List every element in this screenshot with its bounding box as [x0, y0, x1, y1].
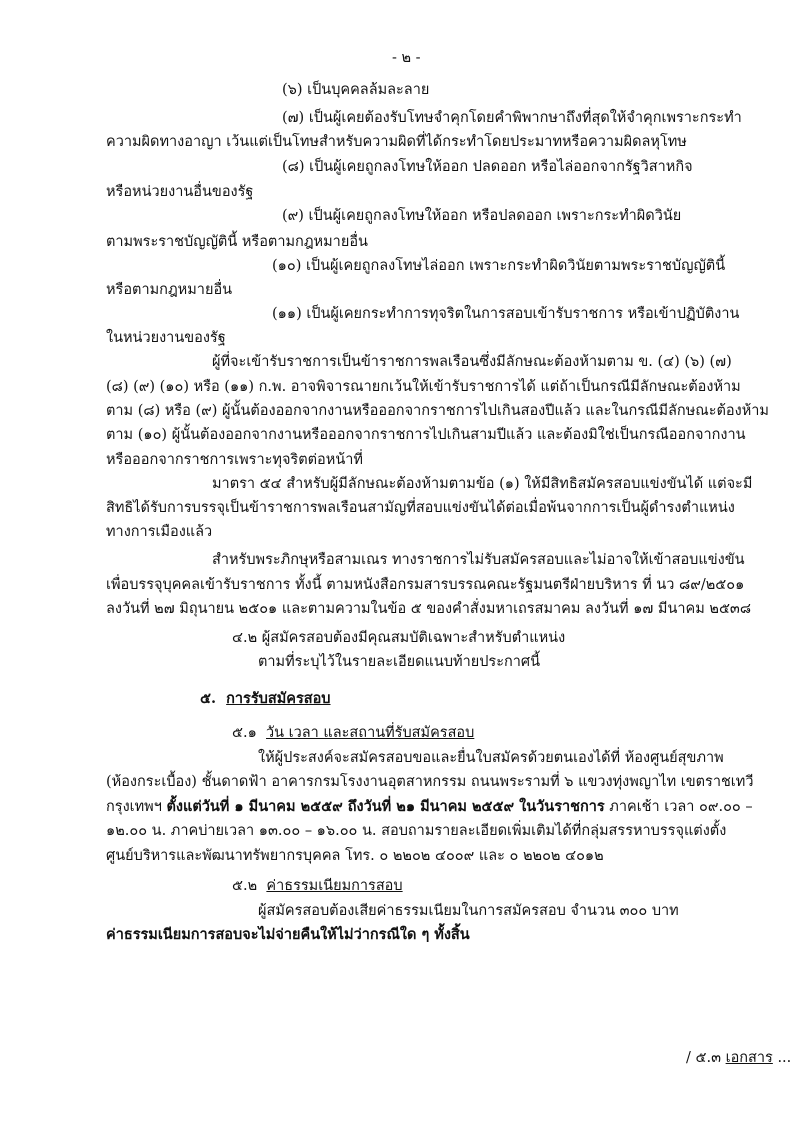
item-9: (๙) เป็นผู้เคยถูกลงโทษให้ออก หรือปลดออก เพราะกระทำผิดวินัย [282, 208, 682, 224]
para1-line1: ผู้ที่จะเข้ารับราชการเป็นข้าราชการพลเรือนซึ่งมีลักษณะต้องห้ามตาม ข. (๔) (๖) (๗) [212, 354, 732, 370]
para1-line2: (๘) (๙) (๑๐) หรือ (๑๑) ก.พ. อาจพิจารณายกเว้นให้เข้ารับราชการได้ แต่ถ้าเป็นกรณีมีลักษณะต้องห้าม [106, 379, 741, 395]
section-5-heading [200, 689, 331, 709]
section-5-2-line2: ค่าธรรมเนียมการสอบจะไม่จ่ายคืนให้ไม่ว่ากรณีใด ๆ ทั้งสิ้น [106, 926, 470, 943]
section-5-1-number: ๕.๑ [232, 725, 257, 741]
footer-prefix: / ๕.๓ [686, 1050, 726, 1066]
footer-suffix: ... [772, 1050, 792, 1066]
section-5-number: ๕. [200, 690, 217, 707]
page-number: - ๒ - [392, 50, 421, 66]
para3-line3: ลงวันที่ ๒๗ มิถุนายน ๒๕๐๑ และตามความในข้อ ๕ ของคำสั่งมหาเถรสมาคม ลงวันที่ ๑๗ มีนาคม ๒๕๓๘ [106, 601, 752, 617]
item-11: (๑๑) เป็นผู้เคยกระทำการทุจริตในการสอบเข้ารับราชการ หรือเข้าปฏิบัติงาน [272, 306, 740, 322]
section-5-1-line5: ศูนย์บริหารและพัฒนาทรัพยากรบุคคล โทร. ๐ ๒๒๐๒ ๔๐๐๙ และ ๐ ๒๒๐๒ ๔๐๑๒ [106, 848, 604, 864]
item-8: (๘) เป็นผู้เคยถูกลงโทษให้ออก ปลดออก หรือไล่ออกจากรัฐวิสาหกิจ [282, 159, 693, 175]
para2-line1: มาตรา ๕๔ สำหรับผู้มีลักษณะต้องห้ามตามข้อ (๑) ให้มีสิทธิสมัครสอบแข่งขันได้ แต่จะมี [212, 476, 753, 492]
para1-line3: ตาม (๘) หรือ (๙) ผู้นั้นต้องออกจากงานหรือออกจากราชการไปเกินสองปีแล้ว และในกรณีมีลักษณะต้องห้าม [106, 403, 769, 419]
para3-line1: สำหรับพระภิกษุหรือสามเณร ทางราชการไม่รับสมัครสอบและไม่อาจให้เข้าสอบแข่งขัน [212, 552, 745, 568]
section-4-2-line1: ๔.๒ ผู้สมัครสอบต้องมีคุณสมบัติเฉพาะสำหรับตำแหน่ง [232, 630, 566, 646]
para1-line5: หรือออกจากราชการเพราะทุจริตต่อหน้าที่ [106, 452, 363, 468]
footer-next-section: เอกสาร [725, 1050, 773, 1066]
section-5-2-line1: ผู้สมัครสอบต้องเสียค่าธรรมเนียมในการสมัครสอบ จำนวน ๓๐๐ บาท [258, 903, 679, 919]
line3-prefix: กรุงเทพฯ [106, 799, 167, 815]
item-6: (๖) เป็นบุคคลล้มละลาย [282, 82, 430, 98]
item-7: (๗) เป็นผู้เคยต้องรับโทษจำคุกโดยคำพิพากษาถึงที่สุดให้จำคุกเพราะกระทำ [282, 110, 742, 126]
item-11-cont: ในหน่วยงานของรัฐ [106, 330, 226, 346]
continuation-footer [686, 1046, 791, 1069]
section-5-1-line1: ให้ผู้ประสงค์จะสมัครสอบขอและยื่นใบสมัครด้วยตนเองได้ที่ ห้องศูนย์สุขภาพ [258, 750, 724, 766]
section-5-1-line2: (ห้องกระเบื้อง) ชั้นดาดฟ้า อาคารกรมโรงงานอุตสาหกรรม ถนนพระรามที่ ๖ แขวงทุ่งพญาไท เขตราชเทวี [106, 774, 754, 790]
line3-suffix: ภาคเช้า เวลา ๐๙.๐๐ – [604, 799, 753, 815]
section-5-2-number: ๕.๒ [232, 878, 258, 894]
item-9-cont: ตามพระราชบัญญัตินี้ หรือตามกฎหมายอื่น [106, 234, 368, 250]
para3-line2: เพื่อบรรจุบุคคลเข้ารับราชการ ทั้งนี้ ตามหนังสือกรมสารบรรณคณะรัฐมนตรีฝ่ายบริหาร ที่ นว ๘๙/๒๕๐๑ [106, 577, 745, 593]
item-7-cont: ความผิดทางอาญา เว้นแต่เป็นโทษสำหรับความผิดที่ได้กระทำโดยประมาทหรือความผิดลหุโทษ [106, 134, 687, 150]
section-5-1-line3 [106, 797, 753, 817]
section-5-1-line4: ๑๒.๐๐ น. ภาคบ่ายเวลา ๑๓.๐๐ – ๑๖.๐๐ น. สอบถามรายละเอียดเพิ่มเติมได้ที่กลุ่มสรรหาบรรจุแต่งตั้ง [106, 823, 727, 839]
item-10-cont: หรือตามกฎหมายอื่น [106, 282, 233, 298]
section-5-1-title: วัน เวลา และสถานที่รับสมัครสอบ [266, 725, 475, 741]
item-8-cont: หรือหน่วยงานอื่นของรัฐ [106, 184, 254, 200]
para1-line4: ตาม (๑๐) ผู้นั้นต้องออกจากงานหรือออกจากราชการไปเกินสามปีแล้ว และต้องมิใช่เป็นกรณีออกจากงาน [106, 427, 746, 443]
section-5-title: การรับสมัครสอบ [226, 690, 331, 707]
item-10: (๑๐) เป็นผู้เคยถูกลงโทษไล่ออก เพราะกระทำผิดวินัยตามพระราชบัญญัตินี้ [272, 258, 726, 274]
application-dates: ตั้งแต่วันที่ ๑ มีนาคม ๒๕๕๙ ถึงวันที่ ๒๑ มีนาคม ๒๕๕๙ ในวันราชการ [166, 798, 605, 815]
para2-line2: สิทธิได้รับการบรรจุเป็นข้าราชการพลเรือนสามัญที่สอบแข่งขันได้ต่อเมื่อพ้นจากการเป็นผู้ดำรงตำแหน่ง [106, 500, 735, 516]
section-5-2-title: ค่าธรรมเนียมการสอบ [266, 878, 403, 894]
section-5-1-heading [232, 723, 474, 743]
section-4-2-line2: ตามที่ระบุไว้ในรายละเอียดแนบท้ายประกาศนี้ [258, 654, 541, 670]
section-5-2-heading [232, 876, 403, 896]
para2-line3: ทางการเมืองแล้ว [106, 524, 213, 540]
